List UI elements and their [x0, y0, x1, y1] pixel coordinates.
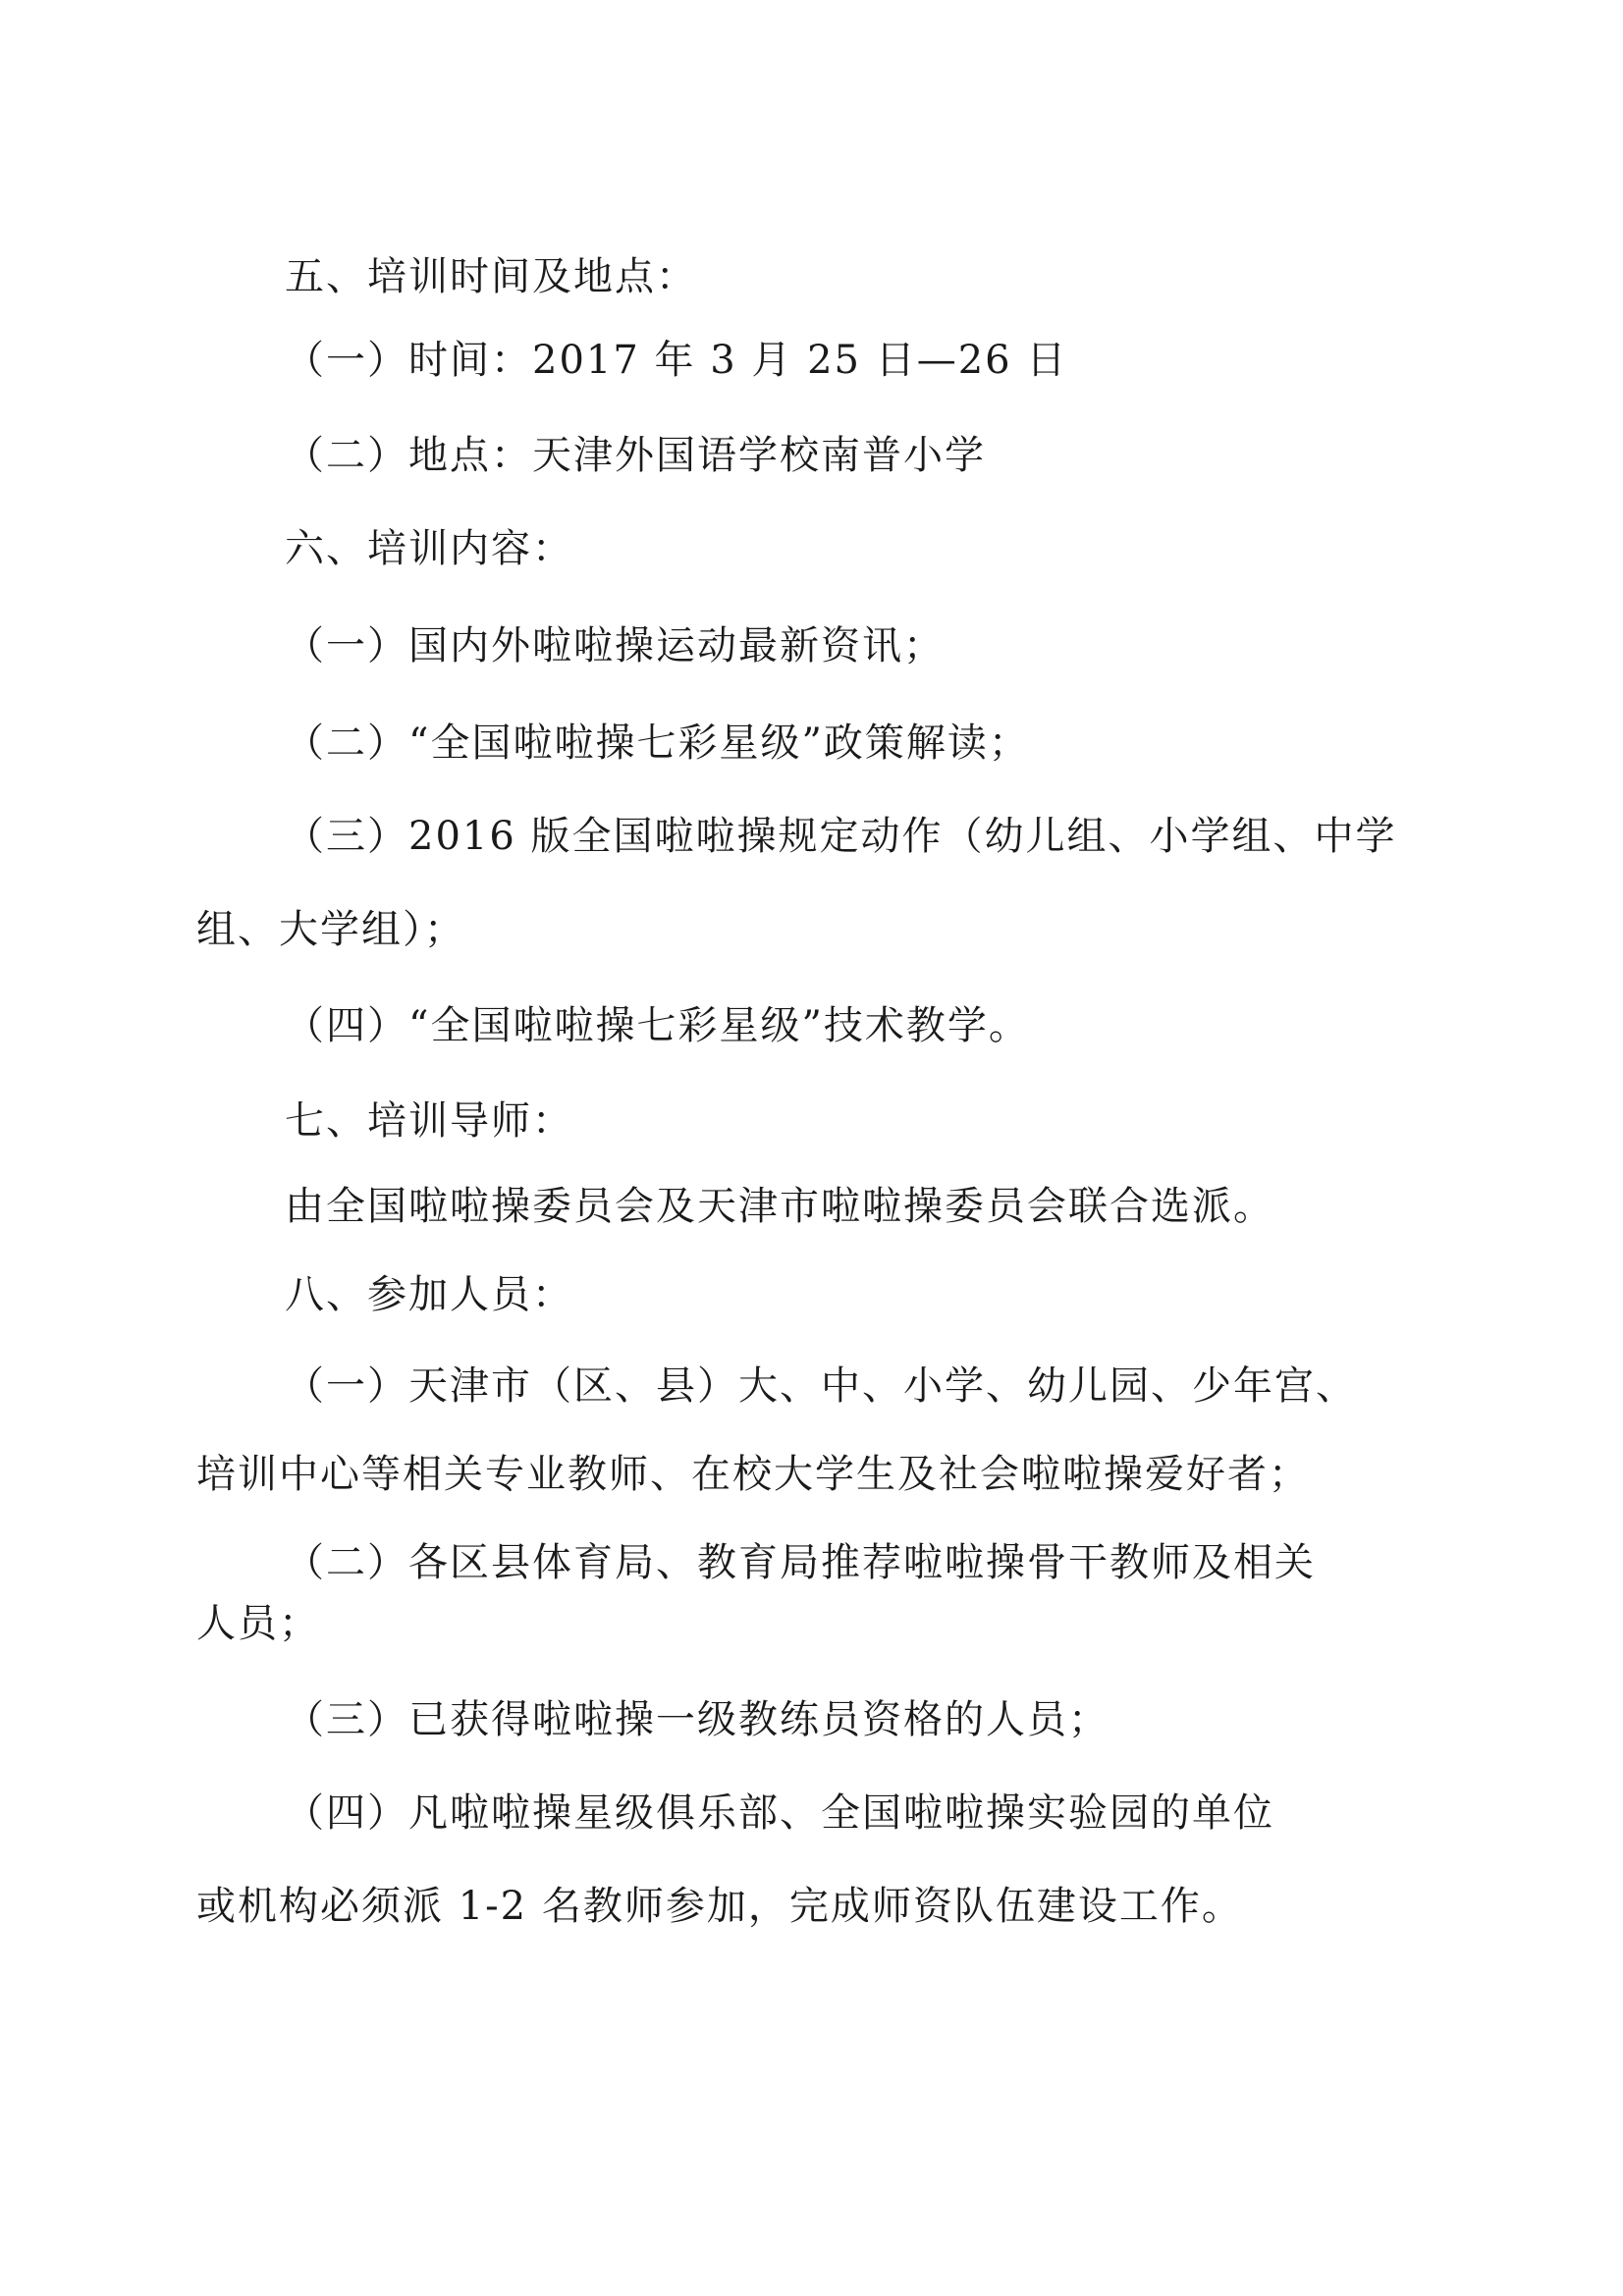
content-item-4: （四）“全国啦啦操七彩星级”技术教学。 [285, 1003, 1030, 1048]
training-time-line: （一）时间：2017 年 3 月 25 日—26 日 [285, 338, 1068, 383]
section-heading-training-time-location: 五、培训时间及地点： [285, 254, 697, 299]
section-heading-participants: 八、参加人员： [285, 1272, 573, 1317]
participant-item-1: （一）天津市（区、县）大、中、小学、幼儿园、少年宫、 [285, 1363, 1357, 1409]
section-heading-trainers: 七、培训导师： [285, 1098, 573, 1144]
content-item-3-continued: 组、大学组）； [196, 907, 465, 952]
content-item-2: （二）“全国啦啦操七彩星级”政策解读； [285, 721, 1030, 766]
participant-item-3: （三）已获得啦啦操一级教练员资格的人员； [285, 1697, 1109, 1742]
section-heading-training-content: 六、培训内容： [285, 526, 573, 571]
participant-item-2: （二）各区县体育局、教育局推荐啦啦操骨干教师及相关 [285, 1540, 1316, 1585]
participant-item-2-continued: 人员； [196, 1601, 320, 1646]
content-item-1: （一）国内外啦啦操运动最新资讯； [285, 623, 945, 668]
content-item-3: （三）2016 版全国啦啦操规定动作（幼儿组、小学组、中学 [285, 814, 1397, 859]
participant-item-4: （四）凡啦啦操星级俱乐部、全国啦啦操实验园的单位 [285, 1790, 1274, 1836]
participant-item-4-continued: 或机构必须派 1-2 名教师参加，完成师资队伍建设工作。 [196, 1884, 1243, 1929]
trainers-description: 由全国啦啦操委员会及天津市啦啦操委员会联合选派。 [285, 1184, 1274, 1229]
training-location-line: （二）地点：天津外国语学校南普小学 [285, 433, 986, 478]
participant-item-1-continued: 培训中心等相关专业教师、在校大学生及社会啦啦操爱好者； [196, 1452, 1310, 1497]
